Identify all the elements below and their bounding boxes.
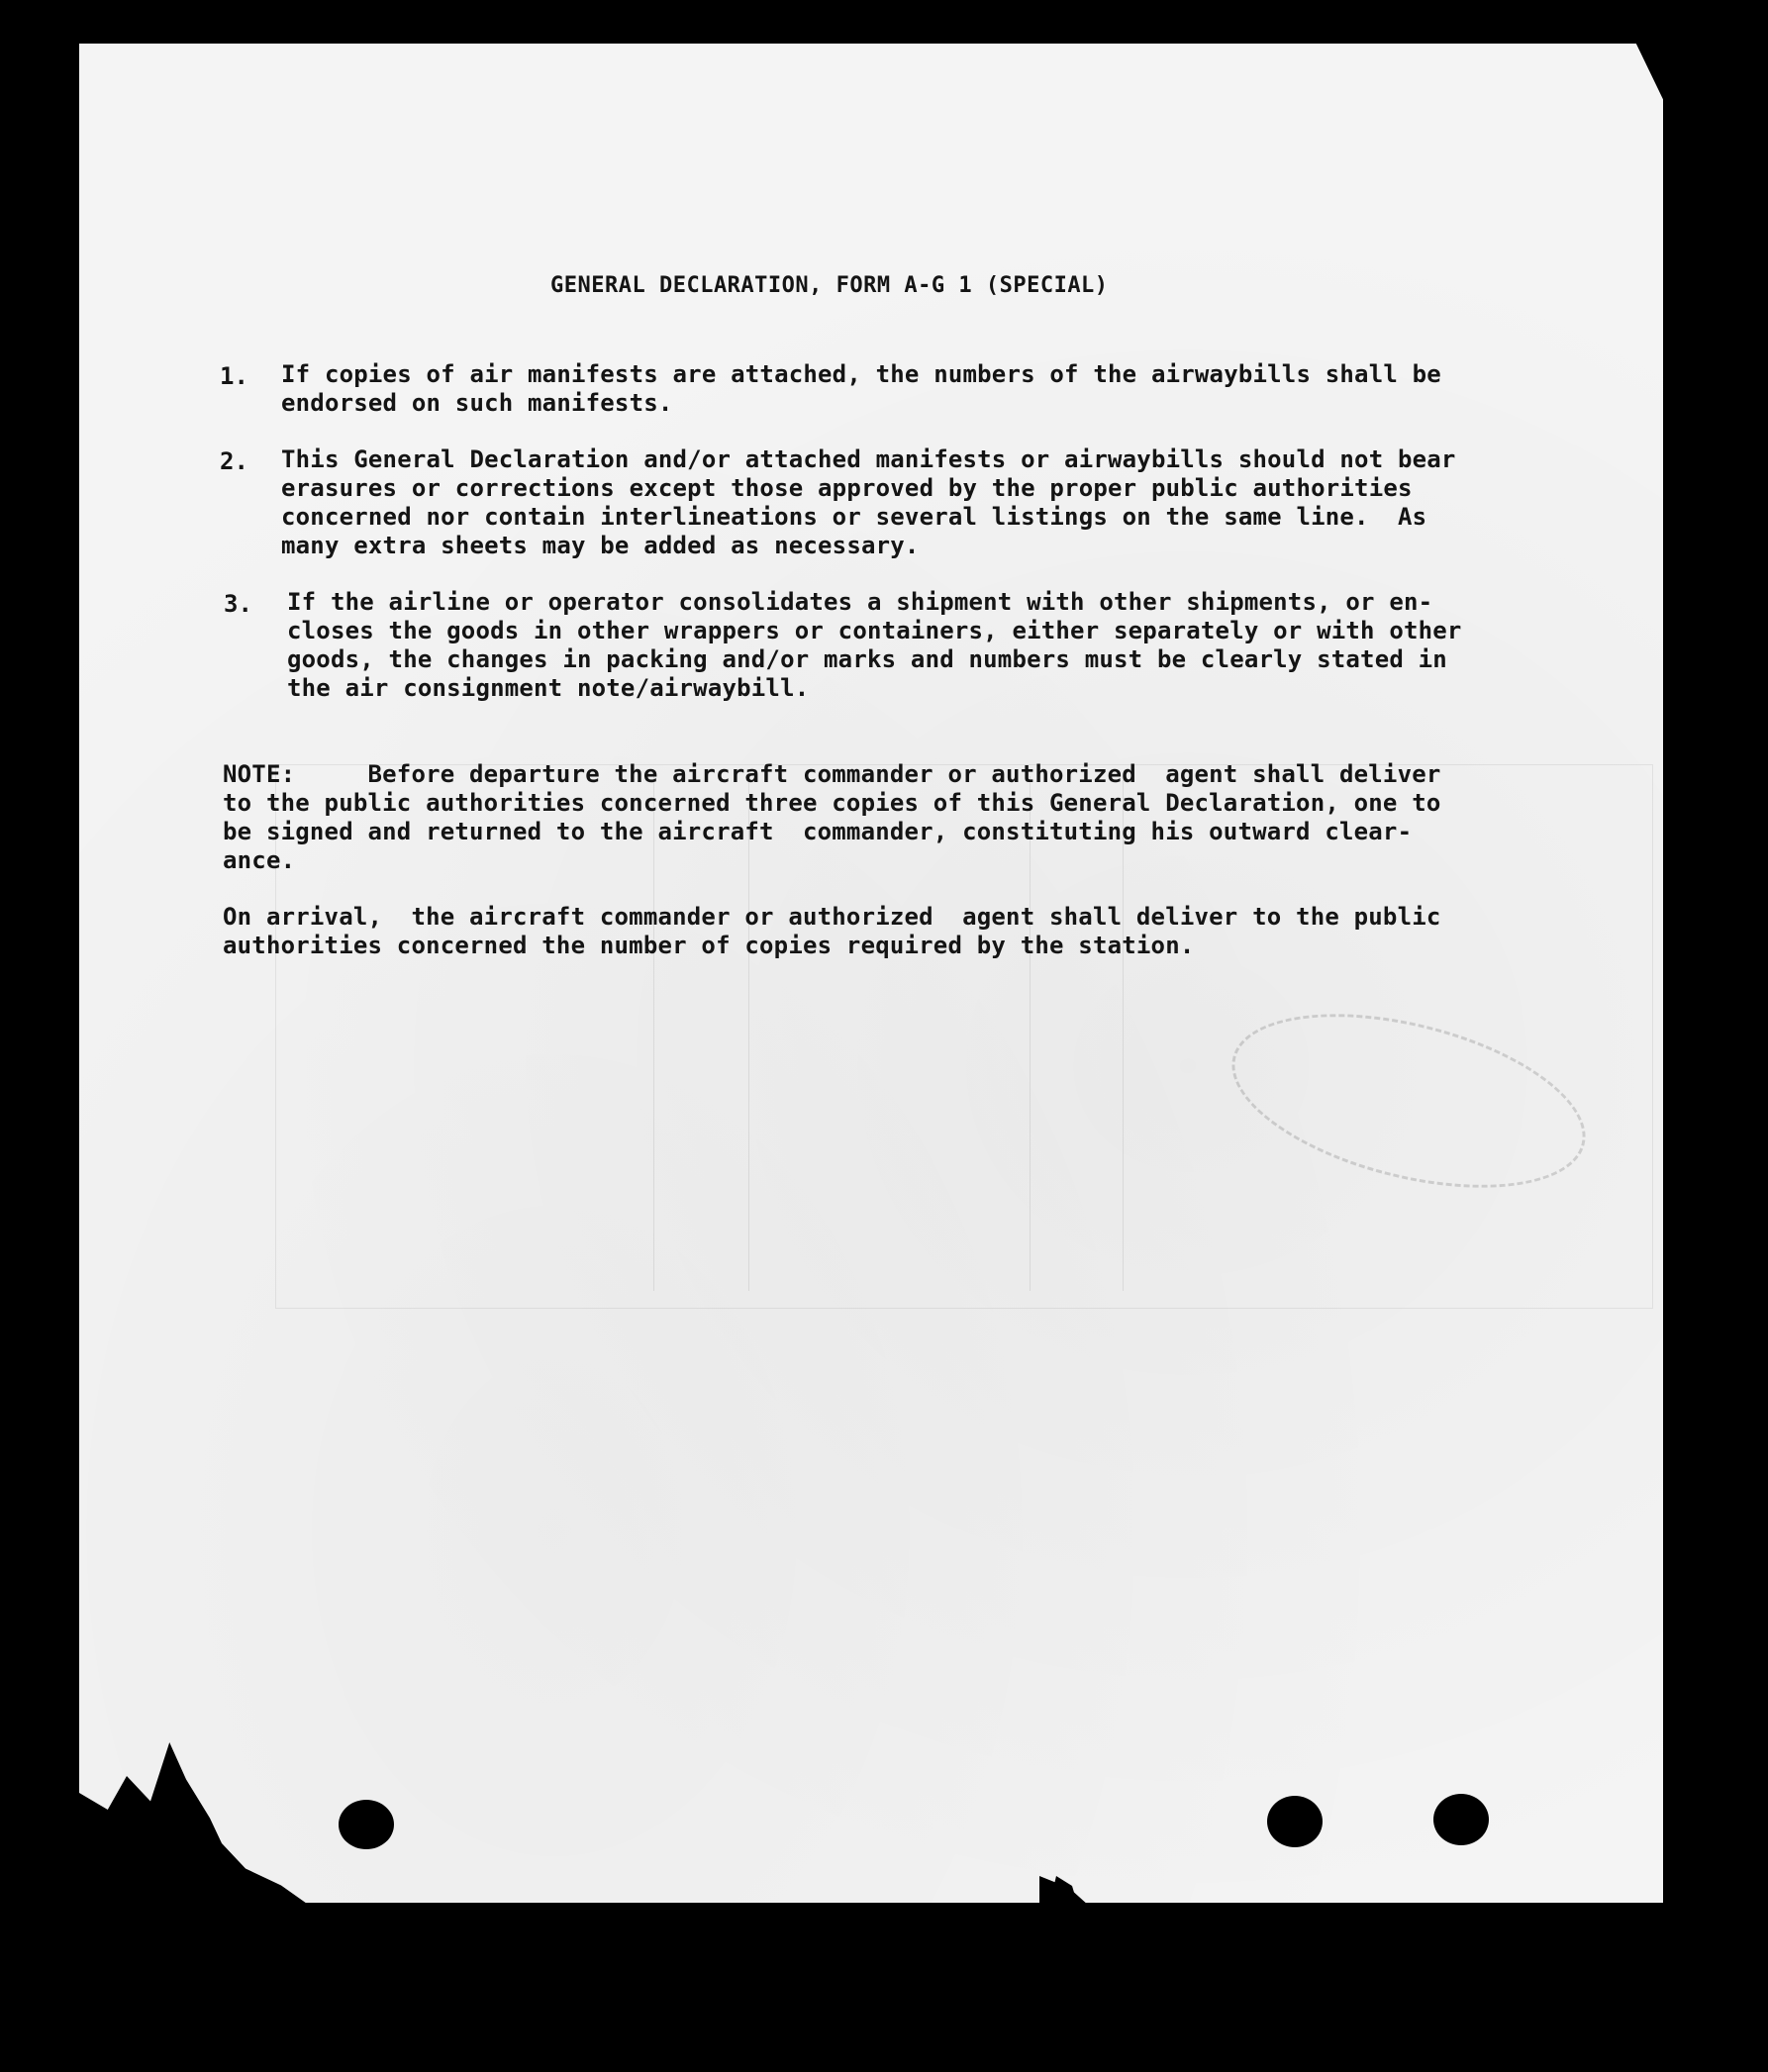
text-line: closes the goods in other wrappers or containers, either separately or with other [287,617,1462,644]
item-number: 1. [220,362,248,390]
text-line: endorsed on such manifests. [281,389,673,417]
arrival-paragraph [223,903,1441,960]
text-line: On arrival, the aircraft commander or authorized agent shall deliver to the public [223,903,1441,931]
text-line: If the airline or operator consolidates a shipment with other shipments, or en- [287,588,1433,616]
item-number: 2. [220,447,248,475]
text-line: authorities concerned the number of copies required by the station. [223,932,1195,959]
text-line: goods, the changes in packing and/or marks and numbers must be clearly stated in [287,645,1447,673]
text-line: NOTE: Before departure the aircraft commander or authorized agent shall deliver [223,760,1441,788]
text-line: erasures or corrections except those approved by the proper public authorities [281,474,1413,502]
text-line: This General Declaration and/or attached manifests or airwaybills should not bear [281,445,1456,473]
text-line: concerned nor contain interlineations or several listings on the same line. As [281,503,1427,531]
text-line: the air consignment note/airwaybill. [287,674,810,702]
item-3-text [287,588,1462,703]
text-line: ance. [223,846,296,874]
text-line: If copies of air manifests are attached, the numbers of the airwaybills shall be [281,360,1441,388]
item-1-text [281,360,1441,418]
text-line: to the public authorities concerned three copies of this General Declaration, one to [223,789,1441,817]
note-paragraph [223,760,1441,875]
item-number: 3. [224,590,252,618]
text-line: be signed and returned to the aircraft commander, constituting his outward clear- [223,818,1413,845]
document-title: GENERAL DECLARATION, FORM A-G 1 (SPECIAL) [550,273,1109,298]
text-line: many extra sheets may be added as necessary. [281,532,920,559]
item-2-text [281,445,1456,560]
